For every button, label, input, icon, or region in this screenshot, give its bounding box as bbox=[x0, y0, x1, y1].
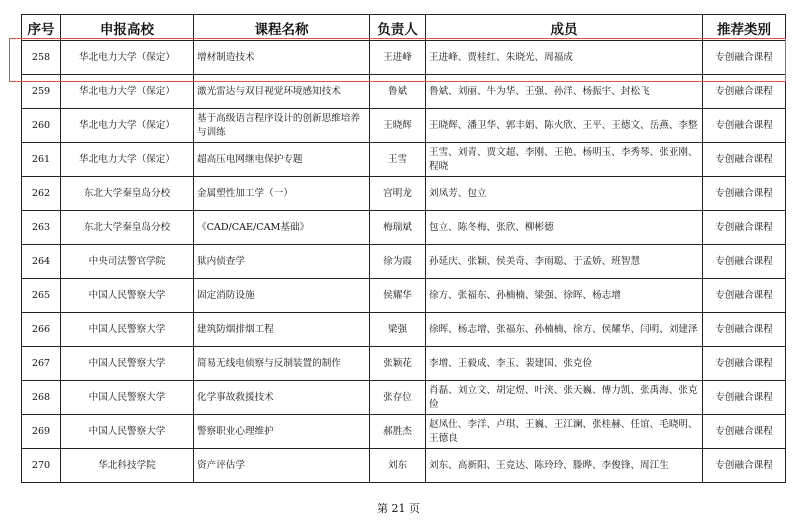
cell-school: 华北电力大学（保定） bbox=[61, 75, 194, 109]
cell-school: 东北大学秦皇岛分校 bbox=[61, 177, 194, 211]
cell-category: 专创融合课程 bbox=[703, 279, 786, 313]
header-leader: 负责人 bbox=[370, 15, 426, 41]
table-row bbox=[22, 449, 786, 483]
cell-seq: 266 bbox=[22, 313, 61, 347]
cell-school: 中国人民警察大学 bbox=[61, 415, 194, 449]
cell-members: 徐方、张福东、孙楠楠、梁强、徐晖、杨志增 bbox=[426, 279, 703, 313]
cell-course: 狱内侦查学 bbox=[194, 245, 370, 279]
header-course: 课程名称 bbox=[194, 15, 370, 41]
table-row bbox=[22, 211, 786, 245]
cell-school: 中国人民警察大学 bbox=[61, 279, 194, 313]
cell-seq: 258 bbox=[22, 41, 61, 75]
cell-leader: 梅瑞斌 bbox=[370, 211, 426, 245]
cell-seq: 267 bbox=[22, 347, 61, 381]
cell-school: 华北电力大学（保定） bbox=[61, 109, 194, 143]
cell-category: 专创融合课程 bbox=[703, 415, 786, 449]
table-row bbox=[22, 415, 786, 449]
table-row bbox=[22, 109, 786, 143]
cell-leader: 刘东 bbox=[370, 449, 426, 483]
cell-members: 徐晖、杨志增、张福东、孙楠楠、徐方、侯耀华、闫明、刘建泽 bbox=[426, 313, 703, 347]
header-members: 成员 bbox=[426, 15, 703, 41]
cell-course: 资产评估学 bbox=[194, 449, 370, 483]
cell-seq: 268 bbox=[22, 381, 61, 415]
header-category: 推荐类别 bbox=[703, 15, 786, 41]
cell-members: 肖磊、刘立文、胡定煜、叶浃、张天巍、傅力凯、张禹海、张克俭 bbox=[426, 381, 703, 415]
cell-category: 专创融合课程 bbox=[703, 109, 786, 143]
cell-course: 化学事故救援技术 bbox=[194, 381, 370, 415]
cell-course: 固定消防设施 bbox=[194, 279, 370, 313]
cell-leader: 徐为霞 bbox=[370, 245, 426, 279]
cell-leader: 张颖花 bbox=[370, 347, 426, 381]
cell-seq: 269 bbox=[22, 415, 61, 449]
cell-course: 《CAD/CAE/CAM基础》 bbox=[194, 211, 370, 245]
cell-members: 鲁斌、刘丽、牛为华、王强、孙洋、杨振宇、封松飞 bbox=[426, 75, 703, 109]
cell-school: 中央司法警官学院 bbox=[61, 245, 194, 279]
table-row bbox=[22, 143, 786, 177]
cell-leader: 梁强 bbox=[370, 313, 426, 347]
cell-school: 东北大学秦皇岛分校 bbox=[61, 211, 194, 245]
table-row bbox=[22, 41, 786, 75]
cell-school: 华北电力大学（保定） bbox=[61, 41, 194, 75]
table-body bbox=[22, 41, 786, 483]
cell-members: 李增、王毅成、李玉、裴建国、张克俭 bbox=[426, 347, 703, 381]
cell-members: 刘东、高新阳、王竞达、陈玲玲、滕晔、李俊锋、周江生 bbox=[426, 449, 703, 483]
cell-category: 专创融合课程 bbox=[703, 381, 786, 415]
cell-leader: 王晓辉 bbox=[370, 109, 426, 143]
cell-seq: 270 bbox=[22, 449, 61, 483]
cell-members: 赵凤仕、李洋、卢琪、王巍、王江澜、张桂赫、任谊、毛晓明、王德良 bbox=[426, 415, 703, 449]
cell-members: 王进峰、贾桂红、朱晓光、周福成 bbox=[426, 41, 703, 75]
cell-category: 专创融合课程 bbox=[703, 347, 786, 381]
table-row bbox=[22, 313, 786, 347]
cell-school: 中国人民警察大学 bbox=[61, 381, 194, 415]
cell-course: 激光雷达与双目视觉环境感知技术 bbox=[194, 75, 370, 109]
cell-members: 王雪、刘青、贾文超、李刚、王艳、杨明玉、李秀琴、张亚刚、程晓 bbox=[426, 143, 703, 177]
cell-course: 金属塑性加工学（一） bbox=[194, 177, 370, 211]
cell-members: 王晓辉、潘卫华、郭丰娟、陈火欣、王平、王德文、岳燕、李整 bbox=[426, 109, 703, 143]
table-row bbox=[22, 347, 786, 381]
cell-category: 专创融合课程 bbox=[703, 177, 786, 211]
cell-course: 建筑防烟排烟工程 bbox=[194, 313, 370, 347]
cell-course: 简易无线电侦察与反制装置的制作 bbox=[194, 347, 370, 381]
table-header-row bbox=[22, 15, 786, 41]
cell-course: 增材制造技术 bbox=[194, 41, 370, 75]
cell-category: 专创融合课程 bbox=[703, 313, 786, 347]
cell-course: 超高压电网继电保护专题 bbox=[194, 143, 370, 177]
cell-category: 专创融合课程 bbox=[703, 143, 786, 177]
cell-leader: 鲁斌 bbox=[370, 75, 426, 109]
header-school: 申报高校 bbox=[61, 15, 194, 41]
table-row bbox=[22, 75, 786, 109]
cell-school: 中国人民警察大学 bbox=[61, 313, 194, 347]
cell-leader: 宫明龙 bbox=[370, 177, 426, 211]
course-table bbox=[21, 14, 786, 483]
cell-members: 包立、陈冬梅、张欣、柳彬德 bbox=[426, 211, 703, 245]
cell-leader: 王进峰 bbox=[370, 41, 426, 75]
cell-seq: 264 bbox=[22, 245, 61, 279]
cell-school: 华北科技学院 bbox=[61, 449, 194, 483]
cell-category: 专创融合课程 bbox=[703, 41, 786, 75]
cell-leader: 张存位 bbox=[370, 381, 426, 415]
cell-seq: 259 bbox=[22, 75, 61, 109]
course-table-wrapper bbox=[21, 14, 785, 483]
cell-seq: 260 bbox=[22, 109, 61, 143]
cell-category: 专创融合课程 bbox=[703, 75, 786, 109]
cell-category: 专创融合课程 bbox=[703, 245, 786, 279]
cell-course: 基于高级语言程序设计的创新思维培养与训练 bbox=[194, 109, 370, 143]
table-row bbox=[22, 279, 786, 313]
cell-leader: 郝胜杰 bbox=[370, 415, 426, 449]
cell-seq: 262 bbox=[22, 177, 61, 211]
table-row bbox=[22, 245, 786, 279]
cell-course: 警察职业心理维护 bbox=[194, 415, 370, 449]
cell-members: 刘凤芳、包立 bbox=[426, 177, 703, 211]
cell-category: 专创融合课程 bbox=[703, 211, 786, 245]
cell-members: 孙延庆、张颖、侯美奇、李雨聪、于孟娇、班智慧 bbox=[426, 245, 703, 279]
cell-school: 华北电力大学（保定） bbox=[61, 143, 194, 177]
cell-seq: 263 bbox=[22, 211, 61, 245]
page-number: 第 21 页 bbox=[377, 502, 420, 515]
table-row bbox=[22, 381, 786, 415]
cell-leader: 王雪 bbox=[370, 143, 426, 177]
cell-school: 中国人民警察大学 bbox=[61, 347, 194, 381]
cell-category: 专创融合课程 bbox=[703, 449, 786, 483]
cell-seq: 265 bbox=[22, 279, 61, 313]
table-row bbox=[22, 177, 786, 211]
cell-leader: 侯耀华 bbox=[370, 279, 426, 313]
header-seq: 序号 bbox=[22, 15, 61, 41]
cell-seq: 261 bbox=[22, 143, 61, 177]
